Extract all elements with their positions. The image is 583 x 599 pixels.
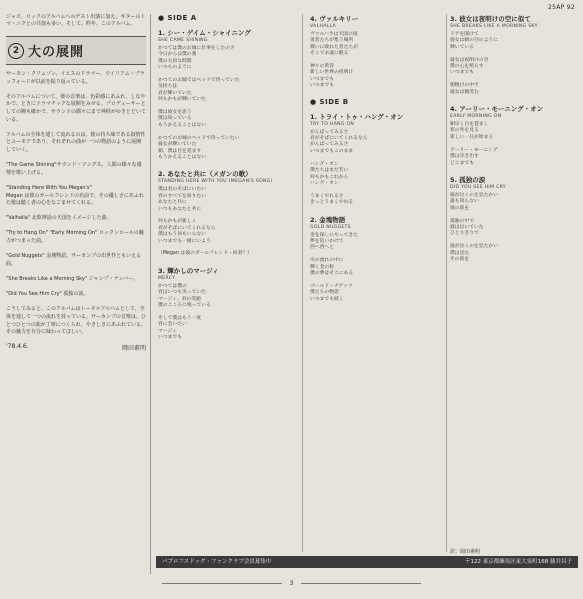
song-list-1 xyxy=(158,28,293,341)
song-title: 4. アーリー・モーニング・オン xyxy=(450,105,544,114)
song-english-title: EARLY MORNING ON xyxy=(450,114,502,120)
translation-credit: 訳：岡田素明 xyxy=(450,549,481,555)
song-block xyxy=(450,175,578,263)
song-block xyxy=(310,215,445,303)
song-title: 1. シー・ゲイム・シャイニング xyxy=(158,29,251,37)
lyrics-column-3 xyxy=(450,14,578,271)
song-title: 3. 輝かしのマージィ xyxy=(158,266,219,275)
song-block xyxy=(158,266,293,342)
song-title: 2. 金塊物語 xyxy=(310,215,346,224)
lyrics-column-1 xyxy=(158,14,293,349)
page-number: 3 xyxy=(289,580,294,587)
page-number-line xyxy=(0,580,583,587)
section-heading xyxy=(6,36,146,65)
song-english-title: SHE BREAKS LIKE A MORNING SKY xyxy=(450,24,538,29)
song-lyrics: かつては僕の 君はいつも笑っていた マージィ、君の笑顔 僕のこころに残っている そして僕はもう一度 君に会いたい マージィ いつまでも xyxy=(158,283,211,341)
song-english-title: SHE CAME SHINING xyxy=(158,38,208,43)
catalog-number: 25AP 92 xyxy=(548,4,575,11)
section-number-badge: 2 xyxy=(8,43,24,59)
fan-club-notice: パプロフスドッグ・ファンクラブ会員募集中 xyxy=(162,559,272,565)
song-lyrics: 彼が泣くのを見たかい 誰も知らない 彼の涙を 孤独の中で 彼は泣いていた ひとりきりで 彼が泣くのを見たかい 僕は見た その涙を xyxy=(450,192,498,262)
song-english-title: TRY TO HANG ON xyxy=(310,121,355,127)
column-divider xyxy=(302,14,303,552)
song-lyrics: ドアを開けて 彼女は朝の空のように 輝いている 彼女は夜明けの空 僕の心を照らす いつまでも 朝焼けの中で 彼女は微笑む xyxy=(450,32,498,95)
song-lyrics: かつては僕のお城に仕事をしたのさ 今日からは僕の番 僕の大切な時間 いつものように かつてのお城ではベッドで待っていた 気持ちは 君が輝いていた 何もかもが輝いていた 僕は彼女を思う 僕は知っている もうかえることはない かつてのお城のベッドで待っていたい 彼女が輝いていた 朝、僕は目を覚ます もうかえることはない xyxy=(158,46,240,160)
song-english-title: MERCY xyxy=(158,275,176,281)
side-b-label: ● SIDE B xyxy=(310,97,349,106)
song-block xyxy=(310,112,445,207)
fan-club-address: 〒122 東京都練馬区東大泉町168 藤井昌子 xyxy=(465,559,572,565)
essay-signature xyxy=(6,343,146,352)
essay-column xyxy=(6,14,146,352)
lyrics-column-2 xyxy=(310,14,445,311)
song-english-title: VALHALLA xyxy=(310,24,336,29)
signature-date: '78.4.6. xyxy=(6,342,29,350)
song-english-title: GOLD NUGGETS xyxy=(310,224,351,230)
side-a-label: ● SIDE A xyxy=(158,14,197,22)
song-lyrics: 朝早く目を覚まし 窓の外を見る 新しい一日が始まる アーリー・モーニング 僕は歩き出す どこまでも xyxy=(450,122,498,166)
song-lyrics: がんばってみるさ 君がそばにいてくれるなら がんばってみるさ いつまでもこのまま ハング・オン 僕たちはまだ若い 何もかもこれから ハング・オン うまくやれるさ きっとうまくやれる xyxy=(310,129,368,206)
song-title: 3. 彼女は夜明けの空に似て xyxy=(450,15,531,23)
song-title: 4. ヴァルキリー xyxy=(310,15,359,23)
song-lyrics: 金を探しにやってきた 夢を追いかけて 西へ西へと 川の流れの中に 輝く金の粒 僕の夢はそこにある ゴールド・ナゲッツ 僕たちの物語 いつまでも続く xyxy=(310,232,358,302)
essay-intro: ジャズ、ロックのアルバムへのゲスト出演に加え、ギターのトマ・ニクとの共演も多い。そして、昨年、このアルバム。 xyxy=(6,14,146,27)
song-lyrics: ヴァルハラは天国の国 勇者たちが集う場所 戦いに敗れた者たちが そこで永遠に眠る 神々の黄昏 新しい世界の夜明け いつまでも いつまでも xyxy=(310,32,358,89)
song-lyrics: 僕は君のそばにいたい 君のすべてを知りたい あなたと共に いつもあなたと共に 何もかもが新しく 君がそばにいてくれるなら 僕はもう何もいらない いつまでも一緒にいよう （Megan は彼のガールフレンド・何者？） xyxy=(158,187,252,257)
song-english-title: STANDING HERE WITH YOU (MEGAN'S SONG) xyxy=(158,179,273,185)
column-divider xyxy=(150,14,151,574)
side-b-text: SIDE B xyxy=(319,97,349,106)
song-english-title: DID YOU SEE HIM CRY xyxy=(450,184,506,190)
side-a-text: SIDE A xyxy=(167,14,197,22)
song-title: 1. トライ・トゥ・ハング・オン xyxy=(310,112,404,121)
column-divider xyxy=(446,14,447,552)
song-block xyxy=(310,14,445,90)
fan-club-footer xyxy=(156,556,578,568)
song-block xyxy=(158,28,293,161)
song-block xyxy=(450,104,578,167)
essay-body: サーモン・クリムゾン、イエスのドラマー、ウイリアム・ブラッフォードが以前を振り返っている。 そのアルバムについて、彼の音楽は、色彩感にあふれ、しなやかで、ときにドラマチックな展開をみせる。プロデューサーとしての腕も確かで、サウンドの隅々にまで神経がゆきとどいている。 アルバムの全体を通して流れるのは、彼の持ち味である叙情性とユーモアであり、それぞれの曲が一つの物語のように展開していく。 "The Game Shining"サウンド・ソングス、人間の様々な感情を歌い上げる。 "Standing Here With You Megan's" Megan は彼のガールフレンドの名前で、その優しさにあふれた歌は聴く者の心をなごませてくれる。 "Valhalla" 北欧神話の天国をイメージした曲。 "Try to Hang On" "Early Morning On" ロックンロールの魅力がつまった曲。 "Gold Nuggets" 金塊物語。サーカンプの出世作ともいえる曲。 "She Breaks Like a Morning Sky" ジャンプ・ナンバー。 "Did You See Him Cry" 孤独の涙。 こうしてみると、このアルバムはトータルアルバムとして、全体を通して一つの流れを持っている。サーカンプの音楽は、ひとつひとつの曲が丁寧につくられ、やさしさにあふれている。その魅力を存分に味わってほしい。 xyxy=(6,71,147,336)
song-title: 5. 孤独の涙 xyxy=(450,175,486,184)
section-title: 大の展開 xyxy=(28,45,85,60)
song-title: 2. あなたと共に（メガンの歌） xyxy=(158,170,252,179)
song-block xyxy=(158,169,293,257)
signature-name: 岡田素明 xyxy=(121,344,146,352)
song-block xyxy=(450,14,578,96)
